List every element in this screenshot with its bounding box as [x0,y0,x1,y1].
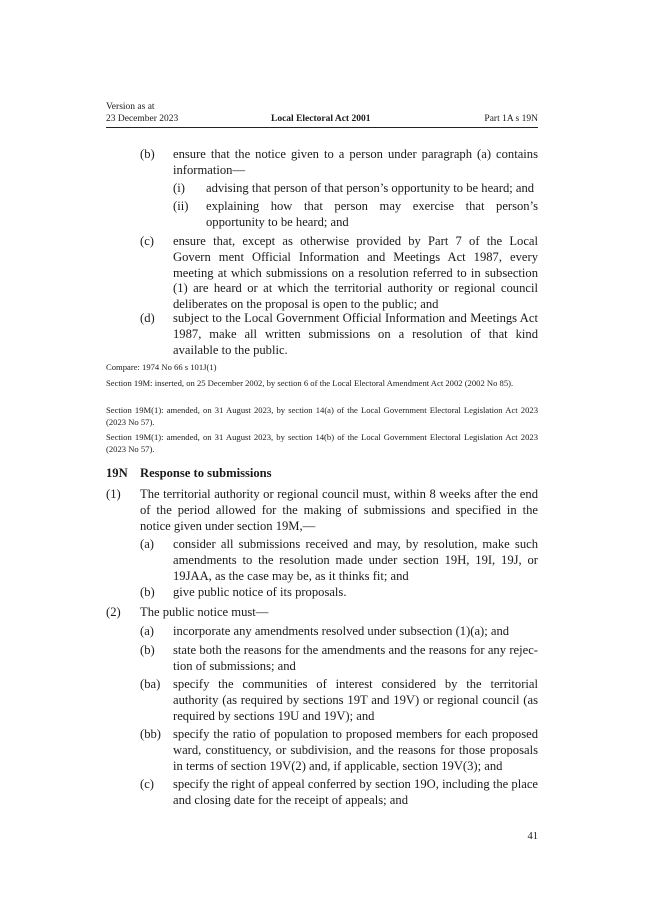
amendment-note-3: Section 19M(1): amended, on 31 August 2023, by section 14(b) of the Local Government Electoral Legislation Act 2023 (2023 No 57). [106,432,538,454]
compare-note: Compare: 1974 No 66 s 101J(1) [106,362,217,372]
subsection-2-ba-text: specify the communities of interest considered by the territorial authority (as required by sections 19T and 19V) or regional council (as required by sections 19U and 19V); and [173,677,538,723]
subsection-2-c-text: specify the right of appeal conferred by section 19O, including the place and closing date for the receipt of appeals; and [173,777,538,807]
subsection-2-label: (2) [106,605,121,619]
subsection-2-a-label: (a) [140,624,154,638]
para-b-i-label: (i) [173,181,185,195]
para-b-label: (b) [140,147,155,161]
subsection-2-c-label: (c) [140,777,154,791]
act-title: Local Electoral Act 2001 [271,114,371,124]
header-rule [106,127,538,128]
para-d-text: subject to the Local Government Official Information and Meetings Act 1987, make all written submissions on a resolution of that kind available to the public. [173,311,538,357]
amendment-note-1: Section 19M: inserted, on 25 December 2002, by section 6 of the Local Electoral Amendment Act 2002 (2002 No 85). [106,378,514,388]
subsection-2-bb-label: (bb) [140,727,161,741]
part-section-reference: Part 1A s 19N [484,114,538,124]
subsection-1-a-text: consider all submissions received and may, by resolution, make such amendments to the resolution made under section 19H, 19I, 19J, or 19JAA, as the case may be, as it thinks fit; and [173,537,538,583]
para-b-i-text: advising that person of that person’s opportunity to be heard; and [206,181,535,195]
para-d-label: (d) [140,311,155,325]
subsection-1-a-label: (a) [140,537,154,551]
subsection-2-a-text: incorporate any amendments resolved under subsection (1)(a); and [173,624,510,638]
subsection-2-ba-label: (ba) [140,677,161,691]
page-number: 41 [527,831,538,842]
para-b-ii-text: explaining how that person may exercise that person’s opportunity to be heard; and [206,199,538,229]
subsection-1-label: (1) [106,487,121,501]
para-b-ii-label: (ii) [173,199,189,213]
section-number: 19N [106,466,128,480]
subsection-2-b-text: state both the reasons for the amendments and the reasons for any rejec tion of submissions; and [173,643,538,673]
para-c-label: (c) [140,234,154,248]
subsection-2-bb-text: specify the ratio of population to proposed members for each proposed ward, constituency, or subdivision, and the reasons for those proposals in terms of section 19V(2) and, if applicable, section 19V(3); and [173,727,538,773]
subsection-1-b-label: (b) [140,585,155,599]
subsection-1-b-text: give public notice of its proposals. [173,585,347,599]
subsection-2-text: The public notice must— [140,605,269,619]
para-c-text: ensure that, except as otherwise provided by Part 7 of the Local Govern ment Official Information and Meetings Act 1987, every meeting at which submissions on a resolution referred to in subsection (1) are heard or at which the territorial authority or regional council deliberates on the proposal is open to the public; and [173,234,538,312]
section-heading: Response to submissions [140,466,272,480]
para-b-text: ensure that the notice given to a person under paragraph (a) contains information— [173,147,538,177]
version-date: 23 December 2023 [106,114,179,124]
subsection-2-b-label: (b) [140,643,155,657]
subsection-1-text: The territorial authority or regional council must, within 8 weeks after the end of the period allowed for the making of submissions and specified in the notice given under section 19M,— [140,487,538,533]
version-label: Version as at [106,102,155,112]
amendment-note-2: Section 19M(1): amended, on 31 August 2023, by section 14(a) of the Local Government Electoral Legislation Act 2023 (2023 No 57). [106,405,538,427]
